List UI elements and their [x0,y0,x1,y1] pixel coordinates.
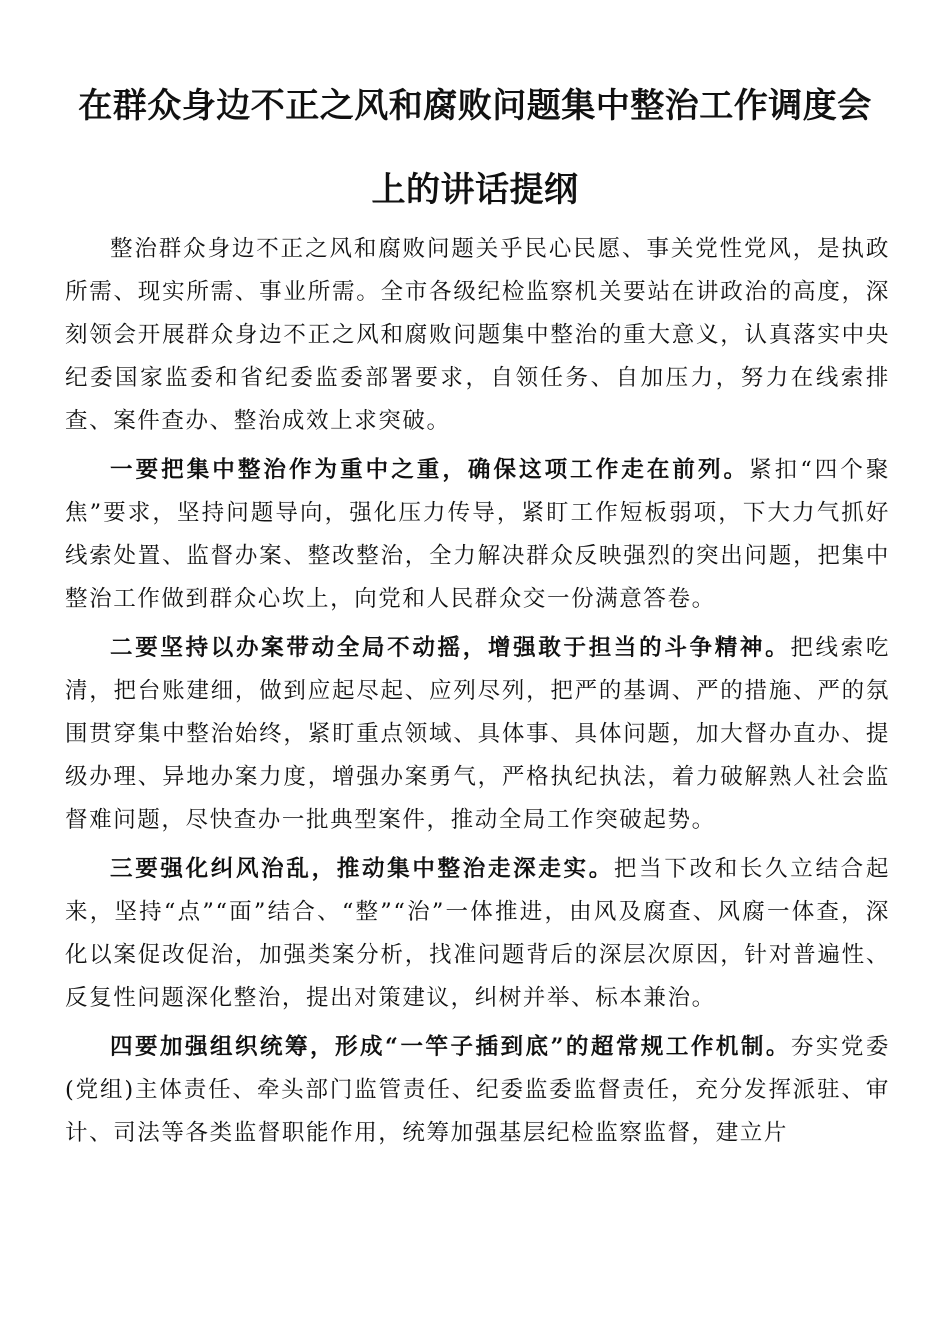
document-body [65,228,890,1161]
paragraph-point-3 [65,848,890,1020]
paragraph-text: 把当下改和长久立结合起来，坚持“点”“面”结合、“整”“治”一体推进，由风及腐查、风腐一体查，深化以案促改促治，加强类案分析，找准问题背后的深层次原因，针对普遍性、反复性问题深化整治，提出对策建议，纠树并举、标本兼治。 [65,856,890,1011]
document-title-line-2: 上的讲话提纲 [371,170,579,210]
paragraph-lead: 一要把集中整治作为重中之重，确保这项工作走在前列。 [110,457,750,483]
paragraph-text: 夯实党委(党组)主体责任、牵头部门监管责任、纪委监委监督责任，充分发挥派驻、审计、司法等各类监督职能作用，统筹加强基层纪检监察监督，建立片 [65,1034,890,1146]
paragraph-text: 把线索吃清，把台账建细，做到应起尽起、应列尽列，把严的基调、严的措施、严的氛围贯穿集中整治始终，紧盯重点领域、具体事、具体问题，加大督办直办、提级办理、异地办案力度，增强办案勇气，严格执纪执法，着力破解熟人社会监督难问题，尽快查办一批典型案件，推动全局工作突破起势。 [65,635,891,833]
paragraph-text: 整治群众身边不正之风和腐败问题关乎民心民愿、事关党性党风，是执政所需、现实所需、事业所需。全市各级纪检监察机关要站在讲政治的高度，深刻领会开展群众身边不正之风和腐败问题集中整治的重大意义，认真落实中央纪委国家监委和省纪委监委部署要求，自领任务、自加压力，努力在线索排查、案件查办、整治成效上求突破。 [65,236,890,434]
paragraph-point-2 [65,627,890,842]
document-title-line-1: 在群众身边不正之风和腐败问题集中整治工作调度会 [78,86,872,126]
paragraph-lead: 四要加强组织统筹，形成“一竿子插到底”的超常规工作机制。 [110,1034,791,1060]
paragraph-lead: 三要强化纠风治乱，推动集中整治走深走实。 [110,856,614,882]
paragraph-point-4 [65,1026,890,1155]
paragraph-text: 紧扣“四个聚焦”要求，坚持问题导向，强化压力传导，紧盯工作短板弱项，下大力气抓好线索处置、监督办案、整改整治，全力解决群众反映强烈的突出问题，把集中整治工作做到群众心坎上，向党和人民群众交一份满意答卷。 [65,457,890,612]
paragraph-lead: 二要坚持以办案带动全局不动摇，增强敢于担当的斗争精神。 [110,635,791,661]
paragraph-intro [65,228,890,443]
paragraph-point-1 [65,449,890,621]
